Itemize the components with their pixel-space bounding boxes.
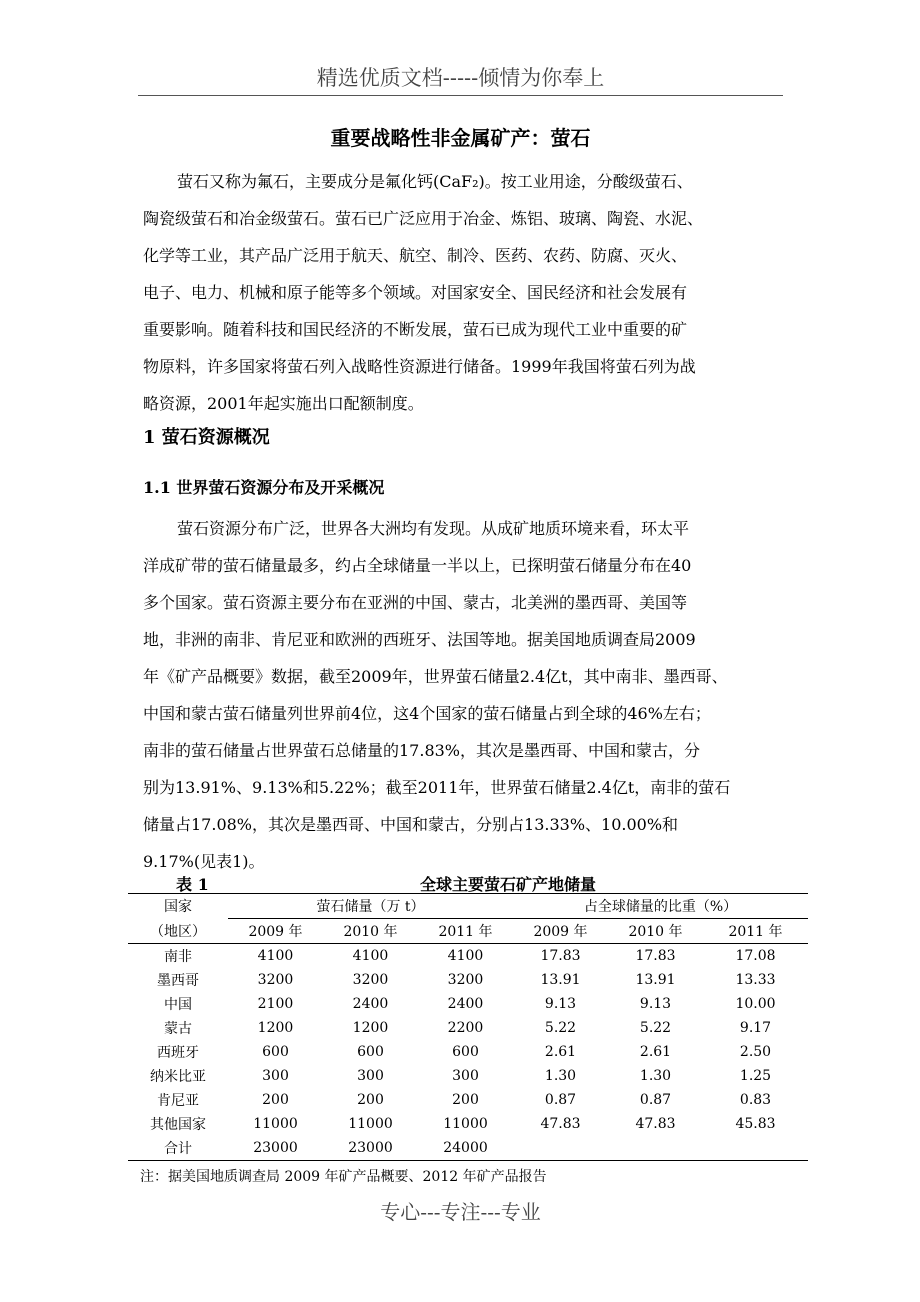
body-line: 储量占17.08%，其次是墨西哥、中国和蒙古，分别占13.33%、10.00%和 (143, 815, 679, 834)
value-cell: 17.83 (540, 948, 581, 964)
body-line: 洋成矿带的萤石储量最多，约占全球储量一半以上，已探明萤石储量分布在40 (143, 556, 692, 575)
country-cell: 合计 (128, 1136, 228, 1161)
year-header: 2010 年 (608, 919, 703, 944)
value-cell: 300 (452, 1068, 479, 1084)
value-cell: 9.17 (739, 1020, 772, 1036)
body-line: 9.17%(见表1)。 (143, 852, 265, 871)
page-footer: 专心---专注---专业 (380, 1200, 541, 1224)
table-row (128, 968, 808, 992)
intro-line: 物原料，许多国家将萤石列入战略性资源进行储备。1999年我国将萤石列为战 (143, 357, 696, 376)
value-cell: 23000 (323, 1136, 418, 1161)
value-cell: 2.50 (739, 1044, 772, 1060)
value-cell: 3200 (257, 972, 294, 988)
share-group-header: 占全球储量的比重（%） (513, 894, 808, 919)
country-cell: 蒙古 (164, 1021, 192, 1037)
year-header: 2009 年 (228, 919, 323, 944)
value-cell: 300 (357, 1068, 384, 1084)
body-line: 别为13.91%、9.13%和5.22%；截至2011年，世界萤石储量2.4亿t，南非的萤石 (143, 778, 731, 797)
table-row (128, 1136, 808, 1161)
reserves-group-header: 萤石储量（万 t） (228, 894, 513, 919)
table-row (128, 944, 808, 969)
table-note: 注：据美国地质调查局 2009 年矿产品概要、2012 年矿产品报告 (140, 1169, 547, 1185)
value-cell: 600 (452, 1044, 479, 1060)
value-cell: 2.61 (639, 1044, 672, 1060)
value-cell: 0.87 (639, 1092, 672, 1108)
value-cell: 45.83 (735, 1116, 776, 1132)
value-cell: 1200 (352, 1020, 389, 1036)
value-cell: 11000 (443, 1116, 488, 1132)
value-cell: 10.00 (735, 996, 776, 1012)
section-heading-1-1: 1.1 世界萤石资源分布及开采概况 (143, 478, 385, 497)
value-cell: 300 (262, 1068, 289, 1084)
body-line: 南非的萤石储量占世界萤石总储量的17.83%，其次是墨西哥、中国和蒙古，分 (143, 741, 701, 760)
value-cell: 0.87 (544, 1092, 577, 1108)
intro-line: 萤石又称为氟石，主要成分是氟化钙(CaF₂)。按工业用途，分酸级萤石、 (177, 172, 693, 191)
value-cell: 2.61 (544, 1044, 577, 1060)
value-cell: 1.25 (739, 1068, 772, 1084)
value-cell: 9.13 (639, 996, 672, 1012)
value-cell: 1.30 (544, 1068, 577, 1084)
value-cell: 1200 (257, 1020, 294, 1036)
col-country-header: 国家 (128, 894, 228, 919)
year-header: 2010 年 (323, 919, 418, 944)
col-region-header: （地区） (128, 919, 228, 944)
value-cell: 4100 (352, 948, 389, 964)
body-line: 萤石资源分布广泛，世界各大洲均有发现。从成矿地质环境来看，环太平 (177, 519, 690, 538)
value-cell: 2200 (447, 1020, 484, 1036)
body-line: 中国和蒙古萤石储量列世界前4位，这4个国家的萤石储量占到全球的46%左右； (143, 704, 711, 723)
value-cell: 5.22 (544, 1020, 577, 1036)
table-label: 表 1 (176, 875, 209, 894)
value-cell: 600 (262, 1044, 289, 1060)
document-title: 重要战略性非金属矿产：萤石 (330, 126, 591, 150)
country-cell: 西班牙 (157, 1045, 199, 1061)
value-cell: 11000 (253, 1116, 298, 1132)
value-cell: 23000 (228, 1136, 323, 1161)
value-cell: 4100 (257, 948, 294, 964)
body-line: 多个国家。萤石资源主要分布在亚洲的中国、蒙古，北美洲的墨西哥、美国等 (143, 593, 688, 612)
value-cell: 200 (452, 1092, 479, 1108)
value-cell: 17.08 (735, 948, 776, 964)
value-cell: 3200 (352, 972, 389, 988)
section-heading-1: 1 萤石资源概况 (143, 427, 270, 448)
value-cell: 13.33 (735, 972, 776, 988)
intro-line: 电子、电力、机械和原子能等多个领域。对国家安全、国民经济和社会发展有 (143, 283, 688, 302)
table-row (128, 1016, 808, 1040)
reserves-table (128, 893, 808, 1161)
value-cell (513, 1136, 608, 1161)
value-cell: 2400 (447, 996, 484, 1012)
value-cell: 5.22 (639, 1020, 672, 1036)
value-cell: 13.91 (635, 972, 676, 988)
country-cell: 南非 (164, 949, 192, 965)
year-header: 2009 年 (513, 919, 608, 944)
value-cell: 47.83 (635, 1116, 676, 1132)
table-header-row (128, 894, 808, 919)
value-cell: 0.83 (739, 1092, 772, 1108)
intro-line: 陶瓷级萤石和冶金级萤石。萤石已广泛应用于冶金、炼铝、玻璃、陶瓷、水泥、 (143, 209, 704, 228)
value-cell: 2400 (352, 996, 389, 1012)
body-line: 年《矿产品概要》数据，截至2009年，世界萤石储量2.4亿t，其中南非、墨西哥、 (143, 667, 728, 686)
value-cell: 24000 (418, 1136, 513, 1161)
intro-line: 略资源，2001年起实施出口配额制度。 (143, 394, 424, 413)
value-cell: 2100 (257, 996, 294, 1012)
table-row (128, 1040, 808, 1064)
year-header: 2011 年 (703, 919, 808, 944)
value-cell: 4100 (447, 948, 484, 964)
value-cell: 600 (357, 1044, 384, 1060)
table-row (128, 1088, 808, 1112)
value-cell: 47.83 (540, 1116, 581, 1132)
intro-line: 化学等工业，其产品广泛用于航天、航空、制冷、医药、农药、防腐、灭火、 (143, 246, 688, 265)
table-row (128, 1112, 808, 1136)
world-resources-paragraph (143, 510, 793, 880)
intro-paragraph (143, 163, 793, 422)
value-cell: 3200 (447, 972, 484, 988)
value-cell: 9.13 (544, 996, 577, 1012)
header-rule (138, 95, 783, 96)
value-cell: 13.91 (540, 972, 581, 988)
value-cell: 17.83 (635, 948, 676, 964)
country-cell: 肯尼亚 (157, 1093, 199, 1109)
country-cell: 墨西哥 (157, 973, 199, 989)
country-cell: 其他国家 (150, 1117, 206, 1133)
table-header-row (128, 919, 808, 944)
table-row (128, 992, 808, 1016)
country-cell: 中国 (164, 997, 192, 1013)
intro-line: 重要影响。随着科技和国民经济的不断发展，萤石已成为现代工业中重要的矿 (143, 320, 688, 339)
value-cell (703, 1136, 808, 1161)
page-header: 精选优质文档-----倾情为你奉上 (316, 66, 605, 90)
value-cell: 200 (262, 1092, 289, 1108)
table-row (128, 1064, 808, 1088)
year-header: 2011 年 (418, 919, 513, 944)
value-cell: 11000 (348, 1116, 393, 1132)
value-cell: 1.30 (639, 1068, 672, 1084)
body-line: 地，非洲的南非、肯尼亚和欧洲的西班牙、法国等地。据美国地质调查局2009 (143, 630, 696, 649)
value-cell (608, 1136, 703, 1161)
table-title: 全球主要萤石矿产地储量 (420, 875, 597, 894)
country-cell: 纳米比亚 (150, 1069, 206, 1085)
value-cell: 200 (357, 1092, 384, 1108)
